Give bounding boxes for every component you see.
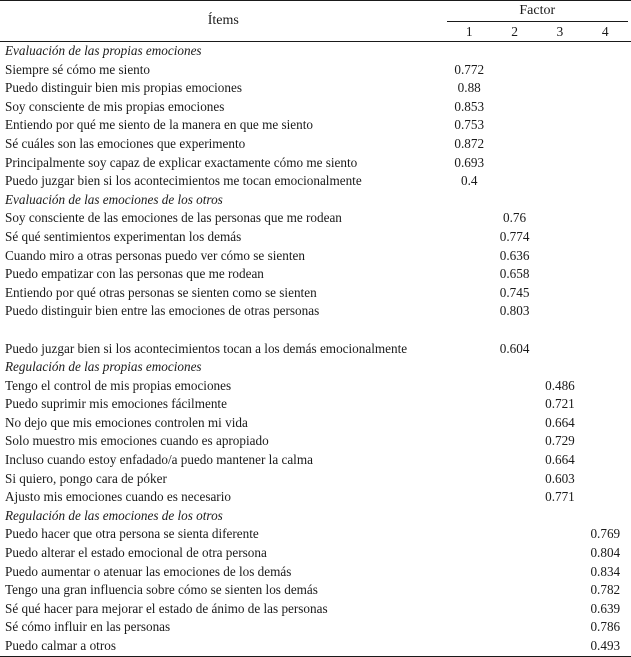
table-row [0, 247, 631, 266]
item-label: Solo muestro mis emociones cuando es apropiado [5, 433, 269, 449]
factor-4-loading [583, 302, 628, 321]
factor-1-loading [447, 618, 492, 637]
factor-2-loading: 0.76 [503, 210, 527, 226]
factor-3-loading [537, 154, 582, 173]
table-row [0, 581, 631, 600]
factor-3-loading [537, 116, 582, 135]
table-row [0, 600, 631, 619]
factor-2-loading [492, 600, 537, 619]
column-header-factor-2: 2 [492, 22, 537, 42]
factor-2-loading [492, 581, 537, 600]
factor-1-loading: 0.4 [460, 173, 478, 189]
item-label: Principalmente soy capaz de explicar exactamente cómo me siento [5, 154, 358, 170]
factor-4-loading [583, 377, 628, 396]
factor-1-loading [447, 432, 492, 451]
factor-4-loading [583, 284, 628, 303]
factor-2-loading [492, 98, 537, 117]
item-label: Entiendo por qué otras personas se sienten como se sienten [5, 284, 317, 300]
factor-4-loading: 0.786 [590, 619, 621, 635]
factor-2-loading [492, 172, 537, 191]
factor-3-loading [537, 581, 582, 600]
table-row [0, 228, 631, 247]
factor-4-loading: 0.493 [590, 638, 621, 653]
factor-2-loading [492, 563, 537, 582]
factor-2-loading [492, 470, 537, 489]
factor-1-loading [447, 470, 492, 489]
factor-1-loading [447, 247, 492, 266]
table-row [0, 172, 631, 191]
factor-4-loading [583, 135, 628, 154]
table-row [0, 98, 631, 117]
item-label: Puedo juzgar bien si los acontecimientos tocan a los demás emocionalmente [5, 340, 408, 356]
table-row [0, 321, 631, 358]
factor-3-loading: 0.486 [545, 377, 575, 393]
item-label: Sé qué sentimientos experimentan los demás [5, 228, 242, 244]
factor-2-loading [492, 154, 537, 173]
table-row [0, 79, 631, 98]
factor-1-loading [447, 600, 492, 619]
table-row [0, 135, 631, 154]
table-row [0, 525, 631, 544]
item-label: Si quiero, pongo cara de póker [5, 470, 167, 486]
factor-1-loading [447, 321, 492, 358]
factor-4-loading: 0.834 [590, 563, 621, 579]
factor-1-loading: 0.853 [454, 98, 485, 114]
item-label: Puedo hacer que otra persona se sienta diferente [5, 526, 259, 542]
item-label: Cuando miro a otras personas puedo ver cómo se sienten [5, 247, 305, 263]
section-title: Regulación de las propias emociones [5, 359, 202, 375]
table-row [0, 209, 631, 228]
section-title: Regulación de las emociones de los otros [5, 507, 223, 523]
factor-4-loading [583, 395, 628, 414]
table-row [0, 563, 631, 582]
factor-3-loading: 0.603 [545, 470, 575, 486]
factor-1-loading [447, 544, 492, 563]
section-title: Evaluación de las propias emociones [5, 43, 202, 58]
factor-2-loading: 0.636 [499, 247, 530, 263]
item-label: Tengo una gran influencia sobre cómo se sienten los demás [5, 582, 318, 598]
factor-1-loading [447, 637, 492, 656]
factor-4-loading [583, 470, 628, 489]
item-label: Siempre sé cómo me siento [5, 61, 151, 77]
item-label: Puedo aumentar o atenuar las emociones de los demás [5, 563, 292, 579]
factor-4-loading [583, 79, 628, 98]
factor-2-loading: 0.774 [499, 228, 530, 244]
table-row [0, 302, 631, 321]
factor-1-loading [447, 284, 492, 303]
factor-2-loading [492, 377, 537, 396]
table-row [0, 637, 631, 656]
factor-2-loading [492, 488, 537, 507]
factor-1-loading [447, 265, 492, 284]
factor-4-loading [583, 209, 628, 228]
factor-1-loading [447, 302, 492, 321]
section-header-row [0, 191, 631, 210]
item-label: Puedo distinguir bien entre las emociones de otras personas [5, 303, 320, 319]
factor-2-loading: 0.803 [499, 303, 530, 319]
table-row [0, 265, 631, 284]
item-label: Puedo calmar a otros [5, 638, 116, 653]
table-row [0, 451, 631, 470]
factor-1-loading [447, 377, 492, 396]
factor-3-loading [537, 525, 582, 544]
section-title: Evaluación de las emociones de los otros [5, 191, 223, 207]
table-header [0, 1, 631, 42]
factor-2-loading [492, 79, 537, 98]
factor-3-loading: 0.721 [545, 396, 575, 412]
factor-1-loading [447, 581, 492, 600]
factor-2-loading [492, 135, 537, 154]
factor-3-loading [537, 79, 582, 98]
factor-3-loading [537, 544, 582, 563]
factor-4-loading [583, 488, 628, 507]
factor-1-loading: 0.753 [454, 117, 485, 133]
item-label: Ajusto mis emociones cuando es necesario [5, 489, 231, 505]
item-label: No dejo que mis emociones controlen mi vida [5, 414, 248, 430]
factor-2-loading [492, 61, 537, 80]
factor-3-loading [537, 98, 582, 117]
factor-3-loading: 0.664 [545, 414, 575, 430]
section-header-row [0, 42, 631, 61]
factor-2-loading [492, 618, 537, 637]
factor-3-loading [537, 209, 582, 228]
item-label: Sé cuáles son las emociones que experimento [5, 135, 246, 151]
item-label: Entiendo por qué me siento de la manera en que me siento [5, 117, 313, 133]
factor-2-loading [492, 637, 537, 656]
section-header-row [0, 507, 631, 526]
factor-1-loading: 0.872 [454, 135, 485, 151]
factor-3-loading: 0.729 [545, 433, 575, 449]
table-row [0, 116, 631, 135]
column-header-items: Ítems [0, 1, 447, 42]
factor-1-loading: 0.693 [454, 154, 485, 170]
factor-2-loading [492, 395, 537, 414]
factor-4-loading: 0.769 [590, 526, 621, 542]
item-label: Soy consciente de las emociones de las personas que me rodean [5, 210, 342, 226]
item-label: Incluso cuando estoy enfadado/a puedo mantener la calma [5, 452, 313, 468]
factor-3-loading [537, 563, 582, 582]
factor-1-loading: 0.772 [454, 61, 485, 77]
factor-2-loading: 0.604 [499, 340, 530, 356]
factor-3-loading [537, 172, 582, 191]
item-label: Puedo suprimir mis emociones fácilmente [5, 396, 227, 412]
table-row [0, 154, 631, 173]
factor-3-loading [537, 135, 582, 154]
table-row [0, 414, 631, 433]
factor-1-loading [447, 451, 492, 470]
factor-2-loading [492, 544, 537, 563]
factor-3-loading [537, 265, 582, 284]
factor-3-loading [537, 61, 582, 80]
factor-3-loading [537, 284, 582, 303]
column-header-factor-4: 4 [583, 22, 628, 42]
factor-1-loading [447, 414, 492, 433]
factor-4-loading [583, 265, 628, 284]
table-row [0, 618, 631, 637]
factor-3-loading [537, 618, 582, 637]
factor-1-loading [447, 488, 492, 507]
table-row [0, 432, 631, 451]
factor-4-loading [583, 432, 628, 451]
factor-1-loading [447, 209, 492, 228]
factor-4-loading: 0.639 [590, 600, 621, 616]
table-row [0, 544, 631, 563]
factor-2-loading [492, 116, 537, 135]
column-header-factor-1: 1 [447, 22, 492, 42]
factor-2-loading: 0.745 [499, 284, 530, 300]
factor-4-loading [583, 414, 628, 433]
factor-1-loading [447, 563, 492, 582]
factor-1-loading: 0.88 [457, 80, 481, 96]
factor-3-loading [537, 247, 582, 266]
factor-2-loading [492, 414, 537, 433]
factor-3-loading [537, 600, 582, 619]
column-header-factor-3: 3 [537, 22, 582, 42]
item-label: Tengo el control de mis propias emociones [5, 377, 232, 393]
factor-4-loading [583, 451, 628, 470]
item-label: Soy consciente de mis propias emociones [5, 98, 225, 114]
factor-1-loading [447, 228, 492, 247]
factor-1-loading [447, 395, 492, 414]
item-label: Puedo empatizar con las personas que me rodean [5, 266, 264, 282]
factor-3-loading: 0.664 [545, 452, 575, 468]
factor-4-loading [583, 228, 628, 247]
factor-4-loading: 0.782 [590, 582, 621, 598]
factor-2-loading [492, 525, 537, 544]
table-row [0, 470, 631, 489]
factor-3-loading [537, 302, 582, 321]
factor-3-loading [537, 637, 582, 656]
factor-2-loading [492, 432, 537, 451]
header-row-titles [0, 1, 631, 22]
item-label: Sé cómo influir en las personas [5, 619, 171, 635]
section-header-row [0, 358, 631, 377]
factor-3-loading [537, 228, 582, 247]
column-header-factor: Factor [519, 2, 556, 18]
factor-4-loading [583, 116, 628, 135]
factor-2-loading: 0.658 [499, 266, 530, 282]
factor-4-loading [583, 172, 628, 191]
factor-3-loading: 0.771 [545, 489, 575, 505]
item-label: Sé qué hacer para mejorar el estado de ánimo de las personas [5, 600, 328, 616]
item-label: Puedo juzgar bien si los acontecimientos me tocan emocionalmente [5, 173, 362, 189]
table-row [0, 377, 631, 396]
table-row [0, 395, 631, 414]
table-row [0, 488, 631, 507]
item-label: Puedo distinguir bien mis propias emociones [5, 80, 242, 96]
factor-4-loading [583, 98, 628, 117]
factor-2-loading [492, 451, 537, 470]
table-row [0, 61, 631, 80]
table-row [0, 284, 631, 303]
factor-1-loading [447, 525, 492, 544]
factor-4-loading [583, 247, 628, 266]
factor-4-loading [583, 321, 628, 358]
factor-4-loading: 0.804 [590, 545, 621, 561]
factor-3-loading [537, 321, 582, 358]
table-body [0, 42, 631, 657]
factor-4-loading [583, 154, 628, 173]
item-label: Puedo alterar el estado emocional de otra persona [5, 545, 267, 561]
factor-4-loading [583, 61, 628, 80]
